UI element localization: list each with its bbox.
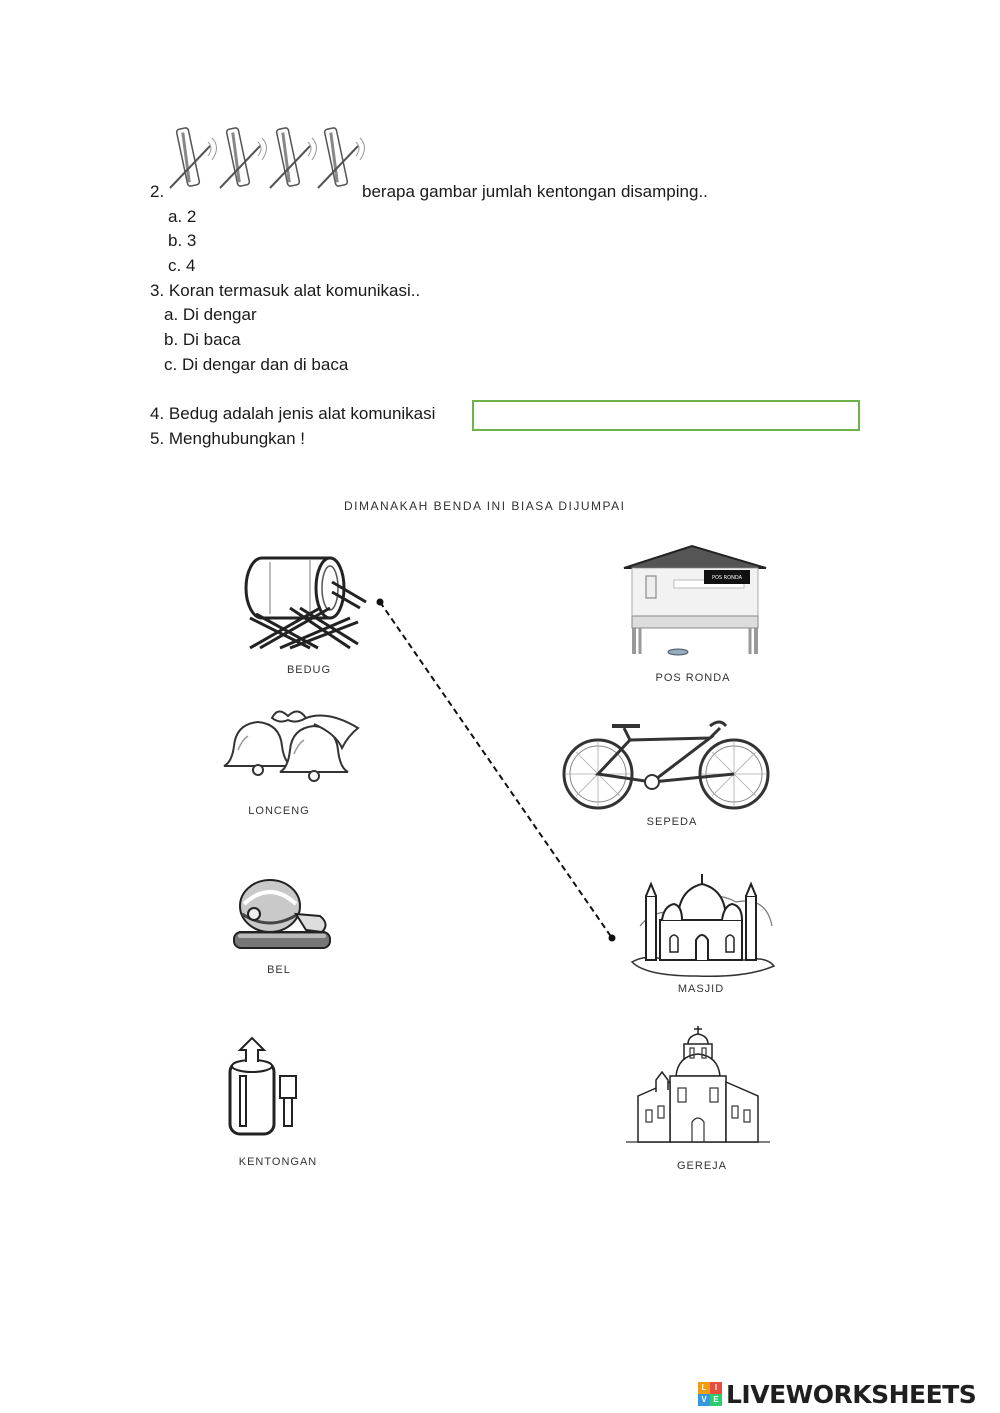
logo-letter-l: L xyxy=(698,1382,710,1394)
kentongan-drawings xyxy=(168,122,363,197)
kentongan-icon xyxy=(318,127,365,188)
bedug-drawing xyxy=(240,552,370,652)
label-bedug: BEDUG xyxy=(286,664,332,676)
gereja-drawing xyxy=(626,1026,770,1146)
matching-title: DIMANAKAH BENDA INI BIASA DIJUMPAI xyxy=(344,499,626,513)
kentongan-icon xyxy=(170,127,217,188)
liveworksheets-brand[interactable] xyxy=(698,1377,976,1411)
label-sepeda: SEPEDA xyxy=(646,816,698,828)
label-gereja: GEREJA xyxy=(676,1160,727,1172)
kentongan-drawing xyxy=(226,1036,306,1140)
kentongan-icon xyxy=(270,127,317,188)
label-pos-ronda: POS RONDA xyxy=(655,672,731,684)
match-dot-end[interactable] xyxy=(609,935,616,942)
lonceng-drawing xyxy=(218,706,364,786)
match-line-bedug-masjid[interactable] xyxy=(370,594,620,944)
logo-letter-v: V xyxy=(698,1394,710,1406)
q4-answer-field[interactable] xyxy=(472,400,860,431)
pos-ronda-drawing xyxy=(622,544,768,662)
q3-option-a: a. Di dengar xyxy=(164,305,257,324)
logo-letter-e: E xyxy=(710,1394,722,1406)
label-kentongan: KENTONGAN xyxy=(238,1156,318,1168)
q2-option-a: a. 2 xyxy=(168,207,197,226)
logo-letter-i: I xyxy=(710,1382,722,1394)
masjid-drawing xyxy=(626,866,776,978)
liveworksheets-logo-icon xyxy=(698,1382,722,1406)
q2-number: 2. xyxy=(150,182,165,201)
bel-drawing xyxy=(230,874,340,954)
label-lonceng: LONCENG xyxy=(248,805,310,817)
q3-question: 3. Koran termasuk alat komunikasi.. xyxy=(150,281,421,300)
brand-name: LIVEWORKSHEETS xyxy=(726,1379,977,1409)
q5-question: 5. Menghubungkan ! xyxy=(150,429,306,448)
q4-question: 4. Bedug adalah jenis alat komunikasi xyxy=(150,404,436,423)
q3-option-c: c. Di dengar dan di baca xyxy=(164,355,349,374)
pos-sign-text: POS RONDA xyxy=(711,575,743,581)
q2-option-c: c. 4 xyxy=(168,256,196,275)
kentongan-icon xyxy=(220,127,267,188)
match-dot-start[interactable] xyxy=(377,599,384,606)
label-bel: BEL xyxy=(267,964,291,976)
q2-option-b: b. 3 xyxy=(168,231,197,250)
q3-option-b: b. Di baca xyxy=(164,330,241,349)
q2-question: berapa gambar jumlah kentongan disamping.. xyxy=(362,182,708,201)
label-masjid: MASJID xyxy=(677,983,725,995)
